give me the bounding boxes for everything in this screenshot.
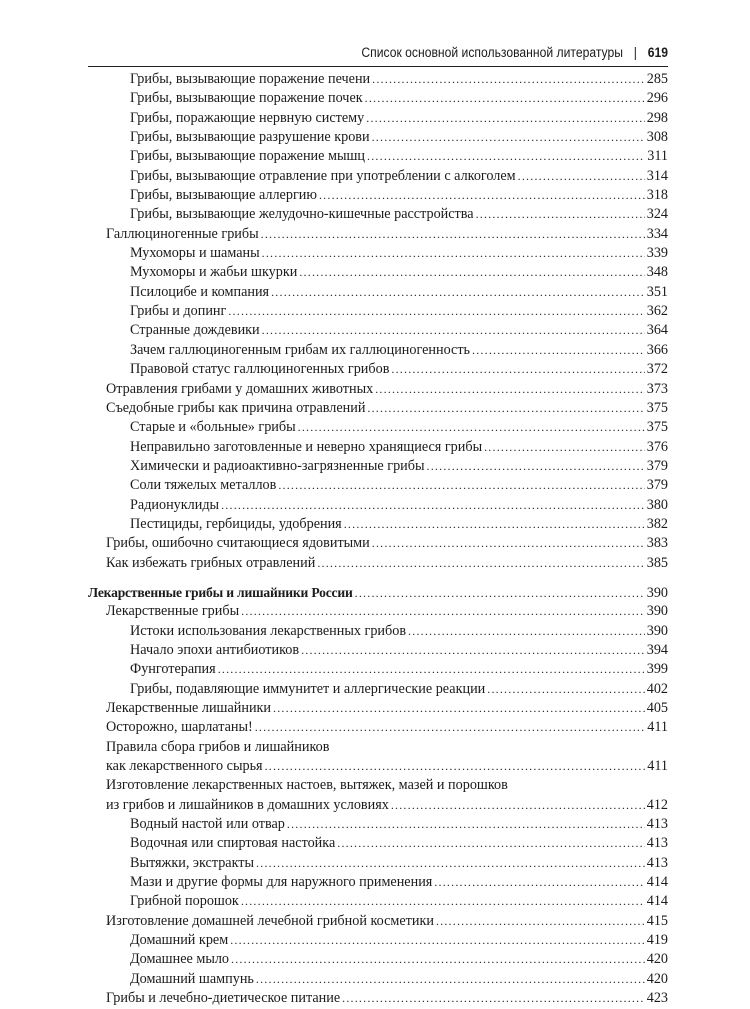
toc-entry-page: 420 <box>646 951 668 968</box>
toc-leader-dots <box>256 970 645 989</box>
toc-leader-dots <box>367 147 645 166</box>
toc-leader-dots <box>366 109 644 128</box>
toc-entry-page: 379 <box>646 477 668 494</box>
toc-leader-dots <box>391 360 644 379</box>
toc-entry-page: 413 <box>646 854 668 871</box>
toc-entry-title: Мази и другие формы для наружного применения <box>130 874 433 891</box>
toc-section-entry-line1[interactable] <box>88 776 668 795</box>
toc-entry-page: 296 <box>646 90 668 107</box>
toc-leader-dots <box>287 815 645 834</box>
toc-leader-dots <box>230 931 645 950</box>
toc-entry-page: 382 <box>646 515 668 532</box>
header-separator: | <box>633 44 637 60</box>
toc-entry-title: Домашнее мыло <box>130 951 230 968</box>
toc-entry-title: Грибы, вызывающие аллергию <box>130 187 317 204</box>
toc-leader-dots <box>427 457 645 476</box>
toc-entry-title: Грибы, вызывающие желудочно-кишечные расстройства <box>130 206 474 223</box>
toc-section-entry[interactable] <box>88 399 668 418</box>
toc-leader-dots <box>319 186 645 205</box>
toc-leader-dots <box>255 718 646 737</box>
toc-leader-dots <box>256 854 645 873</box>
toc-entry-title: Лекарственные грибы <box>106 603 240 620</box>
toc-leader-dots <box>298 418 645 437</box>
toc-leader-dots <box>476 205 645 224</box>
toc-leader-dots <box>472 341 645 360</box>
toc-section-entry[interactable] <box>88 225 668 244</box>
toc-leader-dots <box>261 225 645 244</box>
toc-leader-dots <box>391 796 645 815</box>
toc-entry[interactable] <box>88 70 668 89</box>
toc-leader-dots <box>484 438 645 457</box>
toc-leader-dots <box>273 699 645 718</box>
page-number: 619 <box>647 44 668 60</box>
toc-entry-title: Фунготерапия <box>130 661 216 678</box>
toc-leader-dots <box>342 989 645 1008</box>
toc-entry-title: Грибы, поражающие нервную систему <box>130 109 365 126</box>
toc-entry-title: Неправильно заготовленные и неверно хранящиеся грибы <box>130 438 483 455</box>
toc-entry[interactable] <box>88 89 668 108</box>
toc-entry[interactable] <box>88 341 668 360</box>
toc-entry-title: Радионуклиды <box>130 496 220 513</box>
toc-entry[interactable] <box>88 263 668 282</box>
toc-entry-page: 402 <box>646 680 668 697</box>
toc-entry-title: Грибы и допинг <box>130 303 227 320</box>
toc-section-entry[interactable] <box>88 380 668 399</box>
toc-entry-page: 311 <box>647 148 668 165</box>
toc-entry-page: 414 <box>646 893 668 910</box>
toc-entry-title: Осторожно, шарлатаны! <box>106 719 253 736</box>
toc-entry-page: 420 <box>646 970 668 987</box>
toc-leader-dots <box>265 757 646 776</box>
toc-entry-page: 380 <box>646 496 668 513</box>
toc-leader-dots <box>317 554 644 573</box>
toc-entry-page: 339 <box>646 245 668 262</box>
toc-entry-page: 375 <box>646 419 668 436</box>
toc-entry-title: Пестициды, гербициды, удобрения <box>130 515 342 532</box>
toc-leader-dots <box>367 399 644 418</box>
toc-entry-page: 423 <box>646 990 668 1007</box>
toc-entry-title: Грибы, вызывающие поражение печени <box>130 71 371 87</box>
toc-leader-dots <box>241 892 645 911</box>
toc-leader-dots <box>365 89 645 108</box>
toc-entry-title: Домашний крем <box>130 932 229 949</box>
toc-entry-title: Отравления грибами у домашних животных <box>106 380 374 397</box>
toc-entry-page: 415 <box>646 912 668 929</box>
toc-entry-page: 314 <box>646 167 668 184</box>
toc-leader-dots <box>241 602 645 621</box>
toc-entry[interactable] <box>88 496 668 515</box>
toc-section-entry[interactable] <box>88 989 668 1008</box>
toc-leader-dots <box>375 380 644 399</box>
toc-entry-title: Странные дождевики <box>130 322 260 339</box>
toc-leader-dots <box>262 321 645 340</box>
toc-leader-dots <box>231 950 645 969</box>
running-header <box>146 40 668 64</box>
toc-entry-page: 324 <box>646 206 668 223</box>
toc-entry-page: 376 <box>646 438 668 455</box>
toc-entry[interactable] <box>88 622 668 641</box>
toc-entry-page: 308 <box>646 129 668 146</box>
toc-entry-title: Водный настой или отвар <box>130 816 285 833</box>
toc-leader-dots <box>262 244 645 263</box>
toc-entry[interactable] <box>88 931 668 950</box>
toc-section-entry-line1[interactable] <box>88 738 668 757</box>
toc-entry-title: Изготовление домашней лечебной грибной косметики <box>106 912 434 929</box>
toc-entry-title: Грибы, вызывающие разрушение крови <box>130 129 370 146</box>
toc-leader-dots <box>228 302 644 321</box>
toc-entry[interactable] <box>88 854 668 873</box>
header-rule <box>88 66 668 67</box>
toc-entry-title: Грибной порошок <box>130 893 239 910</box>
toc-entry[interactable] <box>88 476 668 495</box>
toc-leader-dots <box>487 680 644 699</box>
toc-entry[interactable] <box>88 438 668 457</box>
toc-entry[interactable] <box>88 892 668 911</box>
toc-entry-page: 334 <box>646 225 668 242</box>
toc-entry[interactable] <box>88 128 668 147</box>
toc-section-entry[interactable] <box>88 602 668 621</box>
toc-leader-dots <box>337 834 644 853</box>
toc-entry-page: 414 <box>646 874 668 891</box>
toc-leader-dots <box>372 534 645 553</box>
toc-entry-title: Лекарственные лишайники <box>106 700 272 716</box>
toc-entry[interactable] <box>88 109 668 128</box>
toc-entry-title: Как избежать грибных отравлений <box>106 554 316 571</box>
toc-entry[interactable] <box>88 970 668 989</box>
toc-entry-page: 285 <box>646 71 668 87</box>
toc-entry-title: Зачем галлюциногенным грибам их галлюциногенность <box>130 341 471 358</box>
toc-entry[interactable] <box>88 515 668 534</box>
toc-section-entry[interactable] <box>88 554 668 573</box>
toc-section-entry-line2[interactable] <box>88 757 668 776</box>
toc-entry-title: Мухоморы и жабьи шкурки <box>130 264 298 281</box>
toc-leader-dots <box>221 496 645 515</box>
table-of-contents <box>88 70 668 1009</box>
toc-entry-page: 390 <box>646 603 668 620</box>
toc-entry-title: Грибы и лечебно-диетическое питание <box>106 990 341 1007</box>
toc-entry-page: 411 <box>647 758 668 775</box>
toc-leader-dots <box>372 128 645 147</box>
toc-entry[interactable] <box>88 815 668 834</box>
toc-entry-title: Правила сбора грибов и лишайников <box>106 738 330 755</box>
toc-entry[interactable] <box>88 147 668 166</box>
toc-section-entry[interactable] <box>88 699 668 718</box>
toc-entry-page: 413 <box>646 835 668 852</box>
toc-leader-dots <box>301 641 645 660</box>
toc-leader-dots <box>372 70 645 89</box>
toc-entry-page: 351 <box>646 283 668 300</box>
toc-entry-title: Соли тяжелых металлов <box>130 477 277 494</box>
toc-entry-page: 364 <box>646 322 668 339</box>
toc-entry[interactable] <box>88 167 668 186</box>
toc-entry-title: Истоки использования лекарственных грибов <box>130 622 407 639</box>
toc-entry-page: 348 <box>646 264 668 281</box>
toc-entry-page: 411 <box>647 719 668 736</box>
toc-entry-title: Псилоцибе и компания <box>130 283 270 300</box>
toc-entry-title: Изготовление лекарственных настоев, вытяжек, мазей и порошков <box>106 777 508 794</box>
toc-entry[interactable] <box>88 457 668 476</box>
toc-entry[interactable] <box>88 302 668 321</box>
toc-entry-page: 412 <box>646 796 668 813</box>
toc-entry-page: 372 <box>646 361 668 378</box>
toc-leader-dots <box>355 584 645 603</box>
toc-entry[interactable] <box>88 834 668 853</box>
toc-entry-page: 390 <box>646 584 668 601</box>
toc-entry-page: 383 <box>646 535 668 552</box>
toc-section-entry-line2[interactable] <box>88 796 668 815</box>
toc-entry-page: 298 <box>646 109 668 126</box>
toc-entry-page: 366 <box>646 341 668 358</box>
toc-entry-title: Домашний шампунь <box>130 970 254 987</box>
toc-entry[interactable] <box>88 321 668 340</box>
toc-entry-title-continued: из грибов и лишайников в домашних условиях <box>106 796 389 813</box>
toc-entry[interactable] <box>88 680 668 699</box>
toc-entry-title: Мухоморы и шаманы <box>130 245 260 262</box>
toc-entry-title: Съедобные грибы как причина отравлений <box>106 399 366 416</box>
toc-entry-page: 385 <box>646 554 668 571</box>
toc-entry-page: 413 <box>646 816 668 833</box>
running-title: Список основной использованной литературы <box>361 44 623 60</box>
toc-entry-title: Грибы, подавляющие иммунитет и аллергические реакции <box>130 680 486 697</box>
toc-entry-title: Старые и «больные» грибы <box>130 419 296 436</box>
toc-leader-dots <box>436 912 645 931</box>
toc-entry-page: 405 <box>646 700 668 716</box>
toc-entry-title: Правовой статус галлюциногенных грибов <box>130 361 390 378</box>
toc-entry-page: 373 <box>646 380 668 397</box>
toc-entry[interactable] <box>88 283 668 302</box>
toc-leader-dots <box>218 660 645 679</box>
toc-entry[interactable] <box>88 641 668 660</box>
toc-entry[interactable] <box>88 660 668 679</box>
toc-section-entry[interactable] <box>88 912 668 931</box>
toc-entry-title: Галлюциногенные грибы <box>106 225 259 242</box>
toc-entry-page: 394 <box>646 641 668 658</box>
toc-leader-dots <box>434 873 644 892</box>
toc-leader-dots <box>344 515 645 534</box>
toc-entry[interactable] <box>88 205 668 224</box>
toc-entry-title: Вытяжки, экстракты <box>130 854 255 871</box>
toc-entry-page: 390 <box>646 622 668 639</box>
toc-entry[interactable] <box>88 244 668 263</box>
toc-leader-dots <box>278 476 644 495</box>
toc-entry-page: 318 <box>646 187 668 204</box>
toc-entry-title: Грибы, вызывающие поражение почек <box>130 90 363 107</box>
toc-entry[interactable] <box>88 360 668 379</box>
toc-entry[interactable] <box>88 186 668 205</box>
toc-leader-dots <box>271 283 645 302</box>
toc-entry-page: 379 <box>646 457 668 474</box>
toc-entry[interactable] <box>88 950 668 969</box>
toc-chapter-entry[interactable] <box>88 583 668 602</box>
toc-entry-title: Химически и радиоактивно-загрязненные грибы <box>130 457 425 474</box>
toc-entry-page: 419 <box>646 932 668 949</box>
toc-entry-page: 399 <box>646 661 668 678</box>
toc-section-entry[interactable] <box>88 718 668 737</box>
toc-entry[interactable] <box>88 418 668 437</box>
toc-entry-title-continued: как лекарственного сырья <box>106 758 263 775</box>
toc-entry-title: Начало эпохи антибиотиков <box>130 641 300 658</box>
toc-entry-title: Водочная или спиртовая настойка <box>130 835 336 852</box>
toc-chapter-title: Лекарственные грибы и лишайники России <box>88 584 353 600</box>
chapter-spacer <box>88 573 668 583</box>
toc-entry-page: 375 <box>646 399 668 416</box>
toc-entry[interactable] <box>88 873 668 892</box>
toc-entry-title: Грибы, вызывающие отравление при употреблении с алкоголем <box>130 167 516 184</box>
toc-entry-title: Грибы, ошибочно считающиеся ядовитыми <box>106 535 370 552</box>
toc-entry-title: Грибы, вызывающие поражение мышц <box>130 148 366 165</box>
toc-leader-dots <box>518 167 645 186</box>
toc-section-entry[interactable] <box>88 534 668 553</box>
toc-leader-dots <box>299 263 644 282</box>
toc-leader-dots <box>408 622 645 641</box>
toc-entry-page: 362 <box>646 303 668 320</box>
